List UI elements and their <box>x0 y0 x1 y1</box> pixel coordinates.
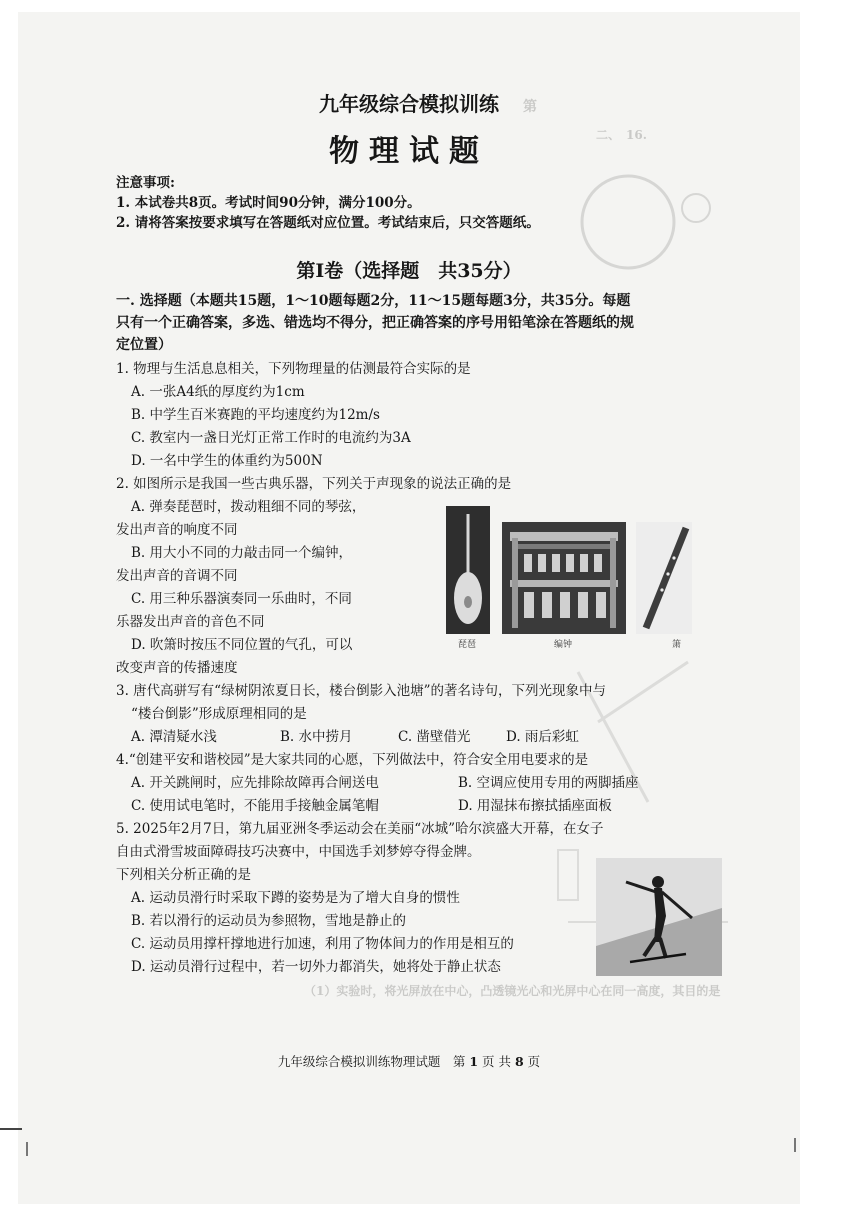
question-1-option-c: C. 教室内一盏日光灯正常工作时的电流约为3A <box>131 430 411 446</box>
question-4-option-d: D. 用湿抹布擦拭插座面板 <box>458 798 612 814</box>
question-4-option-c: C. 使用试电笔时，不能用手接触金属笔帽 <box>131 798 379 814</box>
bleed-through-text: （1）实验时，将光屏放在中心，凸透镜光心和光屏中心在同一高度，其目的是 <box>304 984 721 998</box>
bleed-through-text: 第 <box>523 99 537 115</box>
footer-page-number: 1 <box>469 1054 479 1069</box>
footer-label: 九年级综合模拟训练物理试题 第 <box>277 1054 466 1069</box>
footer-total-pages: 8 <box>514 1054 524 1069</box>
question-2-option-d-cont: 改变声音的传播速度 <box>116 660 238 676</box>
question-5-stem: 5. 2025年2月7日，第九届亚洲冬季运动会在美丽“冰城”哈尔滨盛大开幕，在女子 <box>116 821 604 837</box>
skier-photo <box>596 858 722 976</box>
exam-title: 物理试题 <box>329 134 489 169</box>
question-3-option-c: C. 凿壁借光 <box>398 729 471 745</box>
question-2-option-b: B. 用大小不同的力敲击同一个编钟， <box>131 545 353 561</box>
notes-item: 2. 请将答案按要求填写在答题纸对应位置。考试结束后，只交答题纸。 <box>116 215 540 231</box>
footer-label: 页 共 <box>482 1054 511 1069</box>
question-2-option-d: D. 吹箫时按压不同位置的气孔，可以 <box>131 637 353 653</box>
page-footer <box>18 1052 800 1070</box>
question-4-option-b: B. 空调应使用专用的两脚插座 <box>458 775 639 791</box>
part-instructions: 只有一个正确答案，多选、错选均不得分，把正确答案的序号用铅笔涂在答题纸的规 <box>116 315 634 331</box>
bleed-through-text: 二、 16. <box>596 128 647 142</box>
footer-label: 页 <box>527 1054 541 1069</box>
bianzhong-caption: 编钟 <box>554 640 573 650</box>
pipa-caption: 琵琶 <box>458 640 477 650</box>
question-3-option-a: A. 潭清疑水浅 <box>131 729 217 745</box>
question-5-option-c: C. 运动员用撑杆撑地进行加速，利用了物体间力的作用是相互的 <box>131 936 514 952</box>
question-1-option-b: B. 中学生百米赛跑的平均速度约为12m/s <box>131 407 380 423</box>
question-2-option-c: C. 用三种乐器演奏同一乐曲时，不同 <box>131 591 352 607</box>
exam-subtitle: 九年级综合模拟训练 <box>319 92 499 116</box>
part-instructions: 定位置） <box>116 337 172 353</box>
notes-item: 1. 本试卷共8页。考试时间90分钟，满分100分。 <box>116 195 421 211</box>
question-5-stem-cont: 自由式滑雪坡面障碍技巧决赛中，中国选手刘梦婷夺得金牌。 <box>116 844 481 860</box>
question-2-option-c-cont: 乐器发出声音的音色不同 <box>116 614 265 630</box>
question-2-option-b-cont: 发出声音的音调不同 <box>116 568 238 584</box>
question-2-stem: 2. 如图所示是我国一些古典乐器，下列关于声现象的说法正确的是 <box>116 476 512 492</box>
part-instructions: 一. 选择题（本题共15题，1～10题每题2分，11～15题每题3分，共35分。每题 <box>116 293 631 309</box>
question-4-stem: 4.“创建平安和谐校园”是大家共同的心愿，下列做法中，符合安全用电要求的是 <box>116 752 589 768</box>
question-1-option-a: A. 一张A4纸的厚度约为1cm <box>131 384 305 400</box>
scan-mark <box>0 1128 22 1130</box>
pipa-photo <box>446 506 490 634</box>
scan-mark <box>26 1142 28 1156</box>
question-1-stem: 1. 物理与生活息息相关，下列物理量的估测最符合实际的是 <box>116 361 471 377</box>
question-5-stem-cont: 下列相关分析正确的是 <box>116 867 251 883</box>
question-5-option-d: D. 运动员滑行过程中，若一切外力都消失，她将处于静止状态 <box>131 959 501 975</box>
question-3-option-b: B. 水中捞月 <box>280 729 353 745</box>
question-2-option-a-cont: 发出声音的响度不同 <box>116 522 238 538</box>
question-2-option-a: A. 弹奏琵琶时，拨动粗细不同的琴弦， <box>131 499 366 515</box>
question-5-option-b: B. 若以滑行的运动员为参照物，雪地是静止的 <box>131 913 407 929</box>
question-3-option-d: D. 雨后彩虹 <box>506 729 579 745</box>
xiao-flute-photo <box>636 522 692 634</box>
xiao-caption: 箫 <box>672 640 682 650</box>
bianzhong-photo <box>502 522 626 634</box>
section-title: 第I卷（选择题 共35分） <box>296 260 522 282</box>
question-3-stem: 3. 唐代高骈写有“绿树阴浓夏日长，楼台倒影入池塘”的著名诗句，下列光现象中与 <box>116 683 606 699</box>
question-1-option-d: D. 一名中学生的体重约为500N <box>131 453 323 469</box>
question-4-option-a: A. 开关跳闸时，应先排除故障再合闸送电 <box>131 775 379 791</box>
question-5-option-a: A. 运动员滑行时采取下蹲的姿势是为了增大自身的惯性 <box>131 890 460 906</box>
notes-heading: 注意事项: <box>116 175 175 191</box>
exam-page <box>18 12 800 1204</box>
scan-mark <box>794 1138 796 1152</box>
question-3-stem-cont: “楼台倒影”形成原理相同的是 <box>131 706 307 722</box>
